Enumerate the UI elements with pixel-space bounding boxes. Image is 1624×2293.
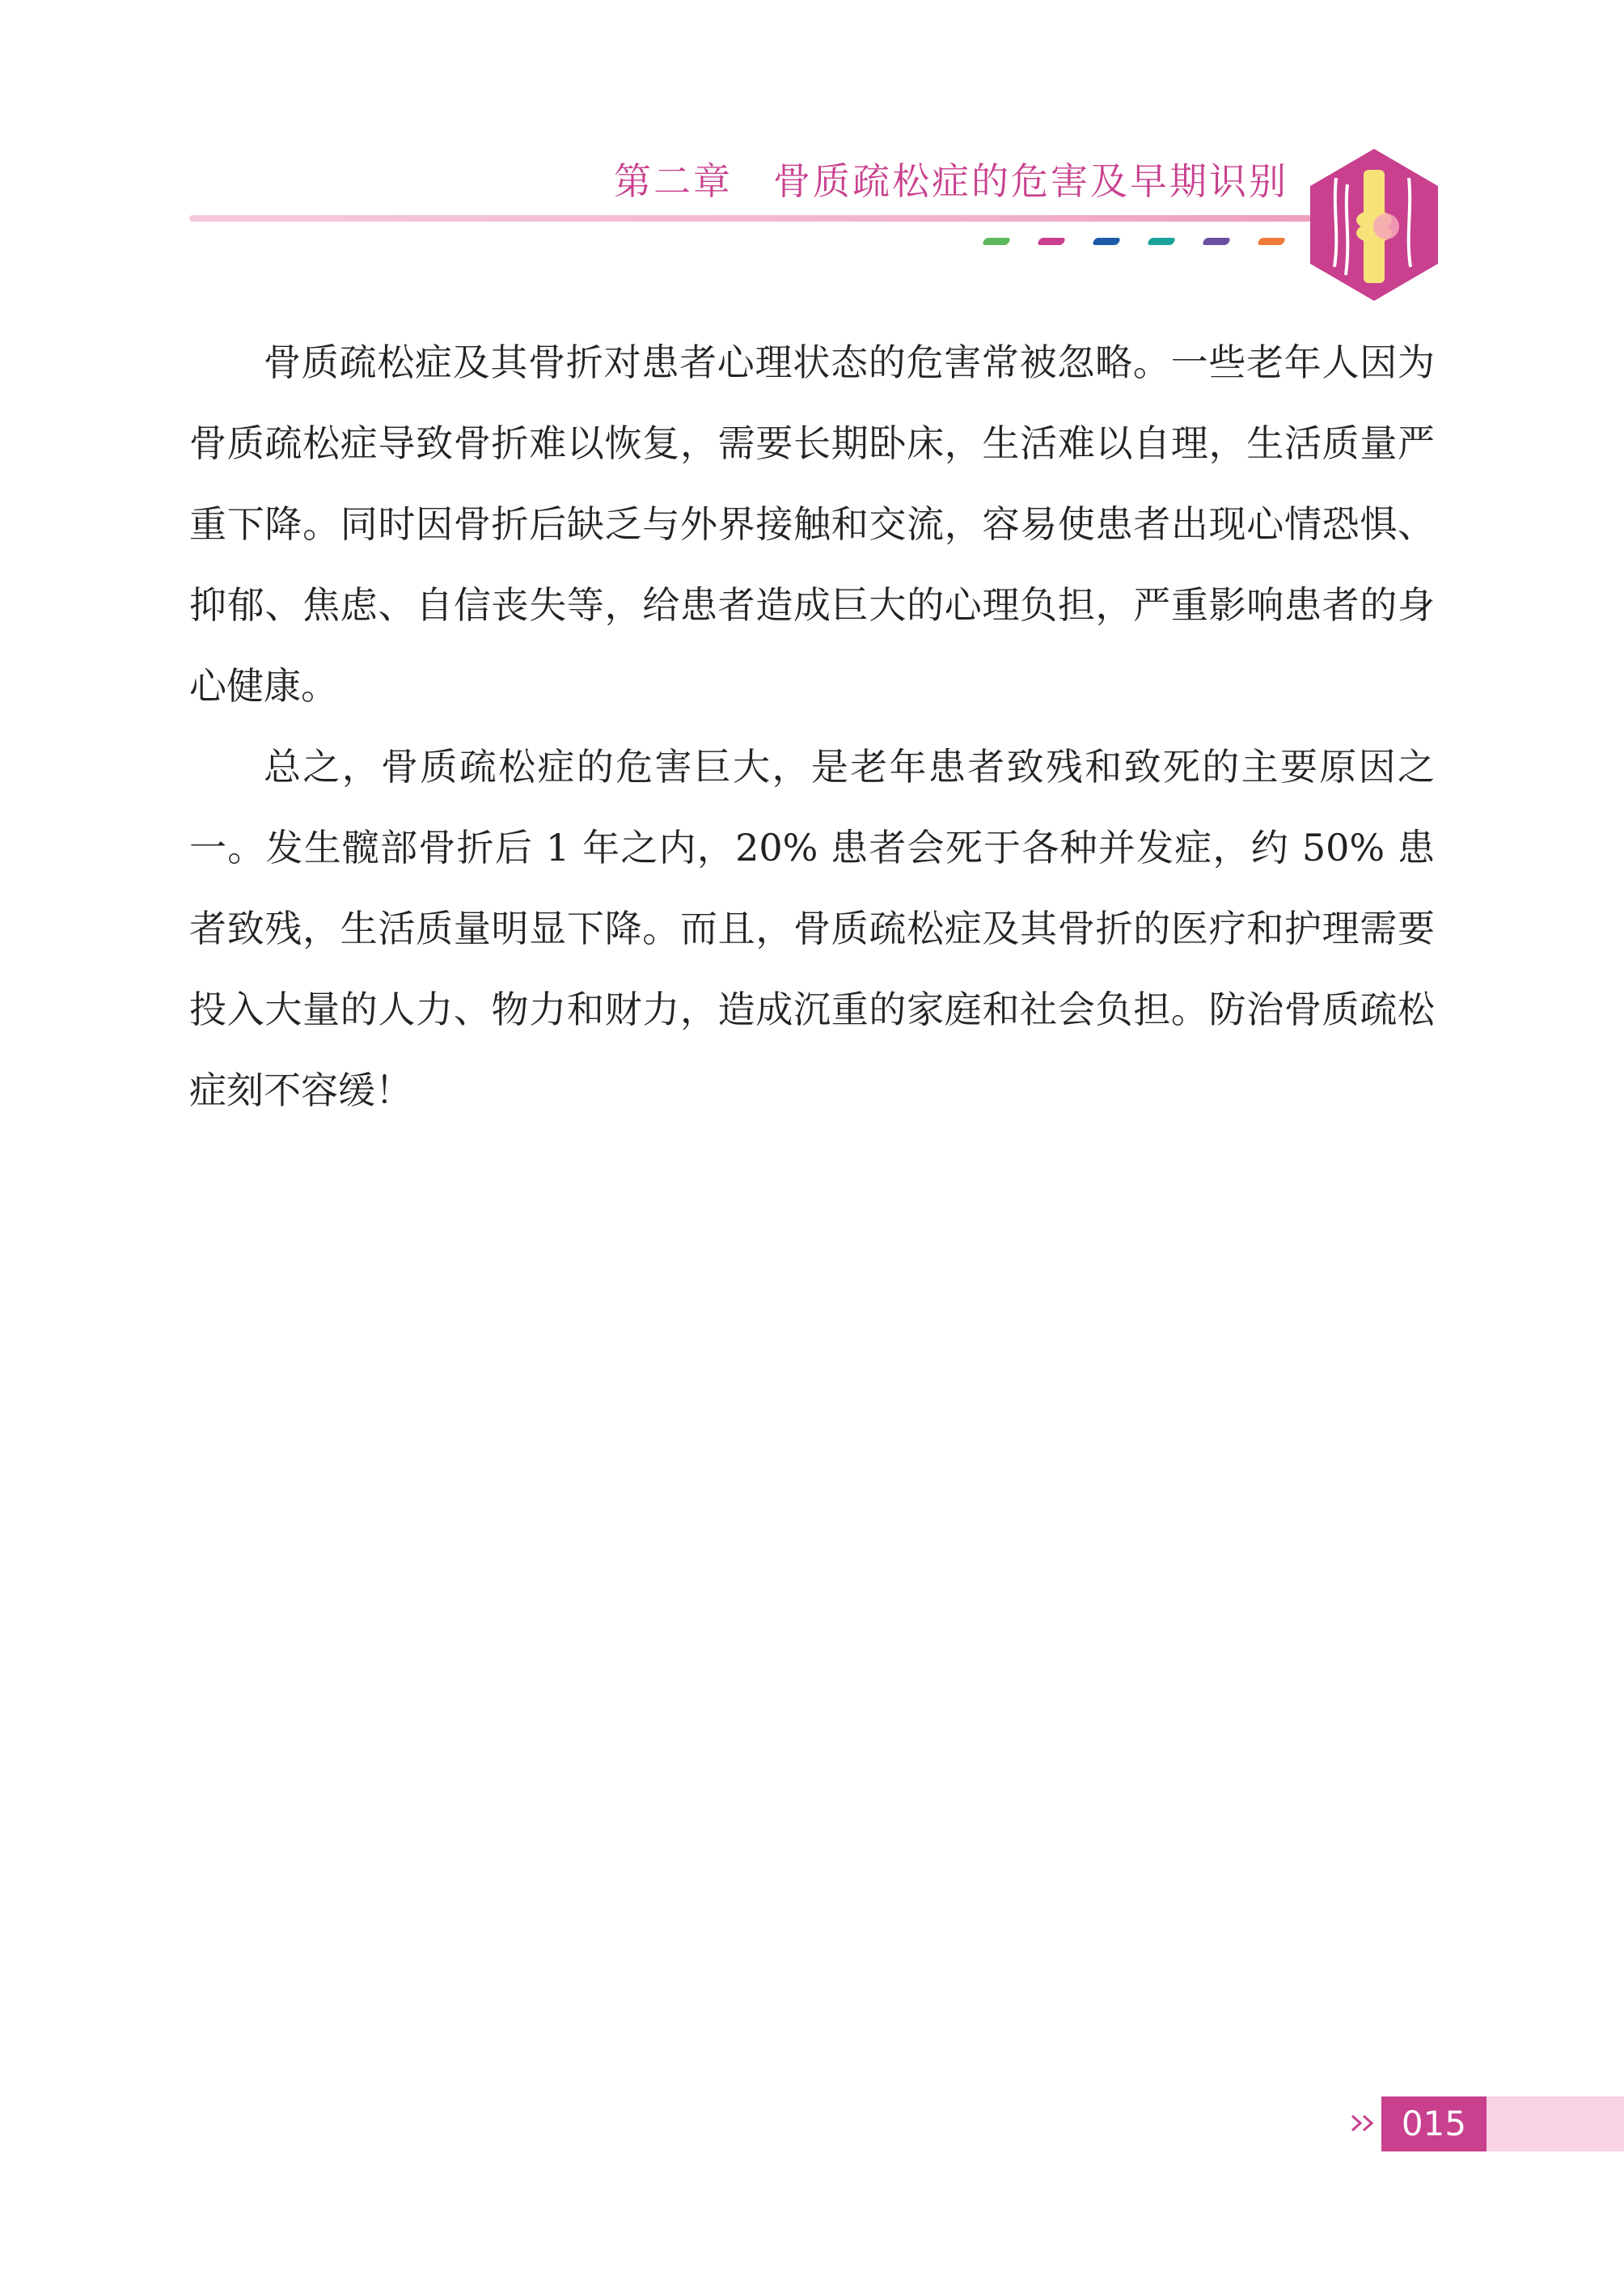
bone-joint-icon: [1305, 146, 1443, 304]
dash-4: [1147, 238, 1176, 245]
dash-3: [1092, 238, 1121, 245]
chapter-name: 骨质疏松症的危害及早期识别: [773, 159, 1288, 203]
dash-1: [982, 238, 1011, 245]
color-dash-row: [980, 238, 1288, 246]
page-number: 015: [1381, 2096, 1487, 2151]
dash-6: [1257, 238, 1286, 245]
double-chevron-right-icon: [1349, 2103, 1378, 2143]
chapter-label: 第二章: [614, 159, 733, 203]
body-text: [189, 322, 1435, 1131]
page-band: [1487, 2096, 1624, 2151]
dash-2: [1037, 238, 1066, 245]
paragraph-1: 骨质疏松症及其骨折对患者心理状态的危害常被忽略。一些老年人因为骨质疏松症导致骨折难以恢复，需要长期卧床，生活难以自理，生活质量严重下降。同时因骨折后缺乏与外界接触和交流，容易使患者出现心情恐惧、抑郁、焦虑、自信丧失等，给患者造成巨大的心理负担，严重影响患者的身心健康。: [189, 341, 1435, 708]
chapter-title: [614, 152, 1288, 205]
header-rule: [189, 215, 1322, 222]
paragraph-2: 总之，骨质疏松症的危害巨大，是老年患者致残和致死的主要原因之一。发生髋部骨折后 1 年之内，20% 患者会死于各种并发症，约 50% 患者致残，生活质量明显下降。而且，骨质疏松症及其骨折的医疗和护理需要投入大量的人力、物力和财力，造成沉重的家庭和社会负担。防治骨质疏松症刻不容缓！: [189, 745, 1435, 1112]
dash-5: [1202, 238, 1231, 245]
